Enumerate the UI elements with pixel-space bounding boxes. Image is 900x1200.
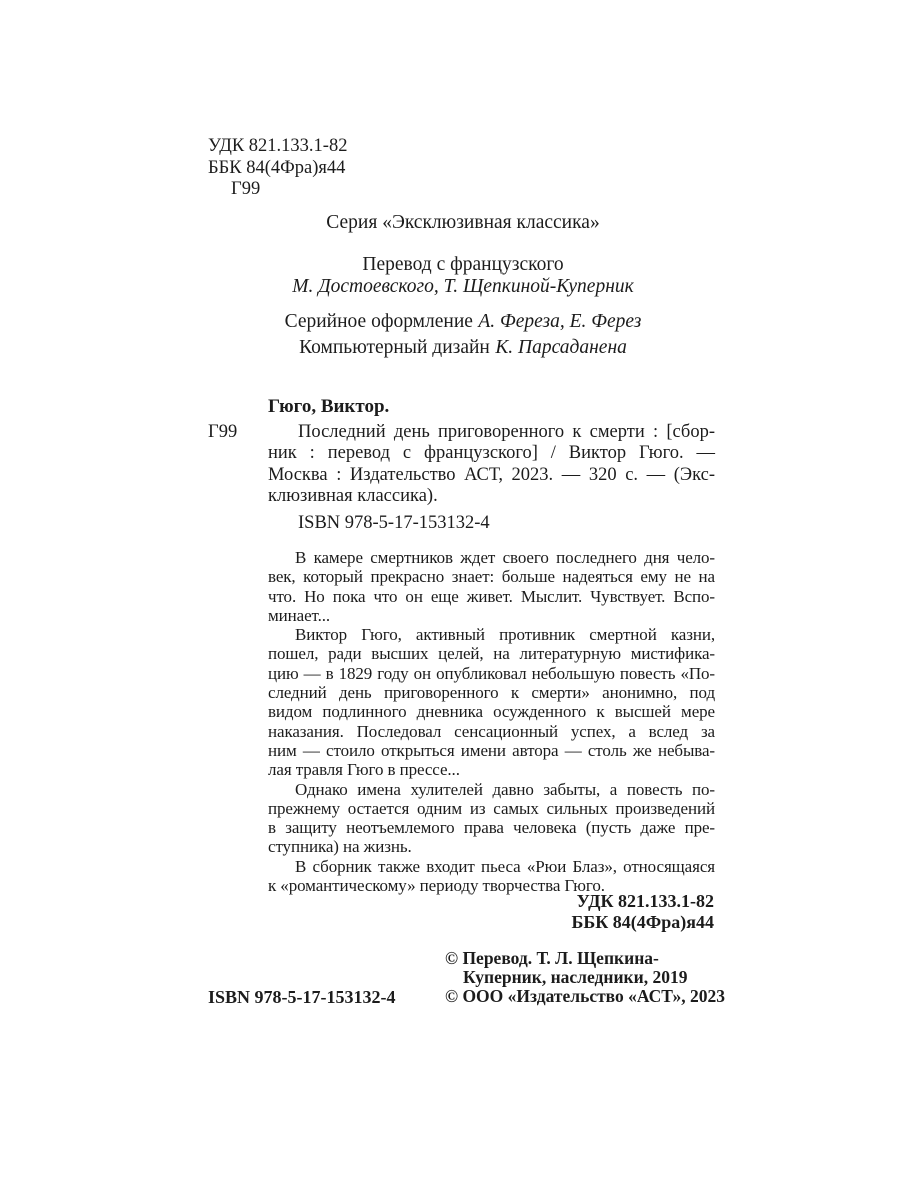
annotation-line: Однако имена хулителей давно забыты, а повесть по- <box>295 779 715 799</box>
isbn-catalog: ISBN 978-5-17-153132-4 <box>298 513 490 533</box>
translation-heading: Перевод с французского <box>362 254 564 275</box>
annotation-paragraph <box>268 548 715 625</box>
annotation-paragraph <box>268 625 715 779</box>
computer-designer: К. Парсаданена <box>495 336 627 358</box>
annotation-line: наказания. Последовал сенсационный успех, а вслед за <box>268 721 715 741</box>
catalog-description-line: ник : перевод с французского] / Виктор Гюго. — <box>268 443 715 464</box>
catalog-description-line: Москва : Издательство АСТ, 2023. — 320 с. — (Экс- <box>268 464 715 485</box>
catalog-author: Гюго, Виктор. <box>268 396 390 417</box>
copyright-block <box>445 949 725 1005</box>
copyright-line: © ООО «Издательство «АСТ», 2023 <box>445 985 726 1006</box>
annotation-line: минает... <box>268 605 331 625</box>
annotation-line: в защиту неотъемлемого права человека (пусть даже пре- <box>268 818 715 838</box>
annotation-line: ступника) на жизнь. <box>268 837 412 857</box>
annotation-line: ним — стоило открыться имени автора — столь же небыва- <box>268 740 715 760</box>
catalog-entry <box>208 396 715 508</box>
annotation-line: лая травля Гюго в прессе... <box>268 760 460 780</box>
computer-design-credit <box>208 335 718 361</box>
annotation <box>268 548 715 895</box>
annotation-line: В камере смертников ждет своего последнего дня чело- <box>295 548 715 567</box>
annotation-line: пошел, ради высших целей, на литературную мистифика- <box>268 644 715 664</box>
copyright-line: Куперник, наследники, 2019 <box>463 966 688 987</box>
catalog-description <box>268 422 715 508</box>
copyright-line: © Перевод. Т. Л. Щепкина- <box>445 948 659 968</box>
annotation-paragraph <box>268 857 715 896</box>
series-design-credit <box>208 309 718 335</box>
annotation-line: к «романтическому» периоду творчества Гюго. <box>268 876 605 896</box>
computer-design-label: Компьютерный дизайн <box>299 336 490 358</box>
udk-code: УДК 821.133.1-82 <box>208 136 348 156</box>
annotation-line: В сборник также входит пьеса «Рюи Блаз», относящаяся <box>295 856 715 876</box>
annotation-line: видом подлинного дневника осужденного к высшей мере <box>268 702 715 722</box>
catalog-author-code: Г99 <box>208 422 238 442</box>
annotation-line: прежнему остается одним из самых сильных произведений <box>268 798 715 818</box>
series-designers: А. Фереза, Е. Ферез <box>478 311 642 332</box>
annotation-line: век, который прекрасно знает: больше надеяться ему не на <box>268 567 715 587</box>
bbk-code-bottom: ББК 84(4Фра)я44 <box>571 911 714 932</box>
annotation-line: что. Но пока что он еще живет. Мыслит. Чувствует. Вспо- <box>268 586 715 606</box>
series-heading: Серия «Эксклюзивная классика» <box>326 212 600 233</box>
catalog-description-line: Последний день приговоренного к смерти : [сбор- <box>298 421 715 442</box>
catalog-description-line: клюзивная классика). <box>268 486 438 507</box>
series-design-label: Серийное оформление <box>284 311 473 332</box>
author-code: Г99 <box>231 179 261 199</box>
annotation-line: Виктор Гюго, активный противник смертной казни, <box>295 625 715 645</box>
annotation-line: цию — в 1829 году он опубликовал небольшую повесть «По- <box>268 663 715 683</box>
design-credits <box>208 309 718 360</box>
udk-code-bottom: УДК 821.133.1-82 <box>576 891 714 911</box>
annotation-paragraph <box>268 780 715 857</box>
annotation-line: следний день приговоренного к смерти» анонимно, под <box>268 683 715 703</box>
top-classification-codes <box>208 136 347 201</box>
bottom-classification-codes <box>571 891 714 932</box>
translators-names: М. Достоевского, Т. Щепкиной-Куперник <box>292 275 634 297</box>
isbn-bottom: ISBN 978-5-17-153132-4 <box>208 987 396 1007</box>
translation-credit <box>208 254 718 297</box>
bbk-code: ББК 84(4Фра)я44 <box>208 157 346 178</box>
